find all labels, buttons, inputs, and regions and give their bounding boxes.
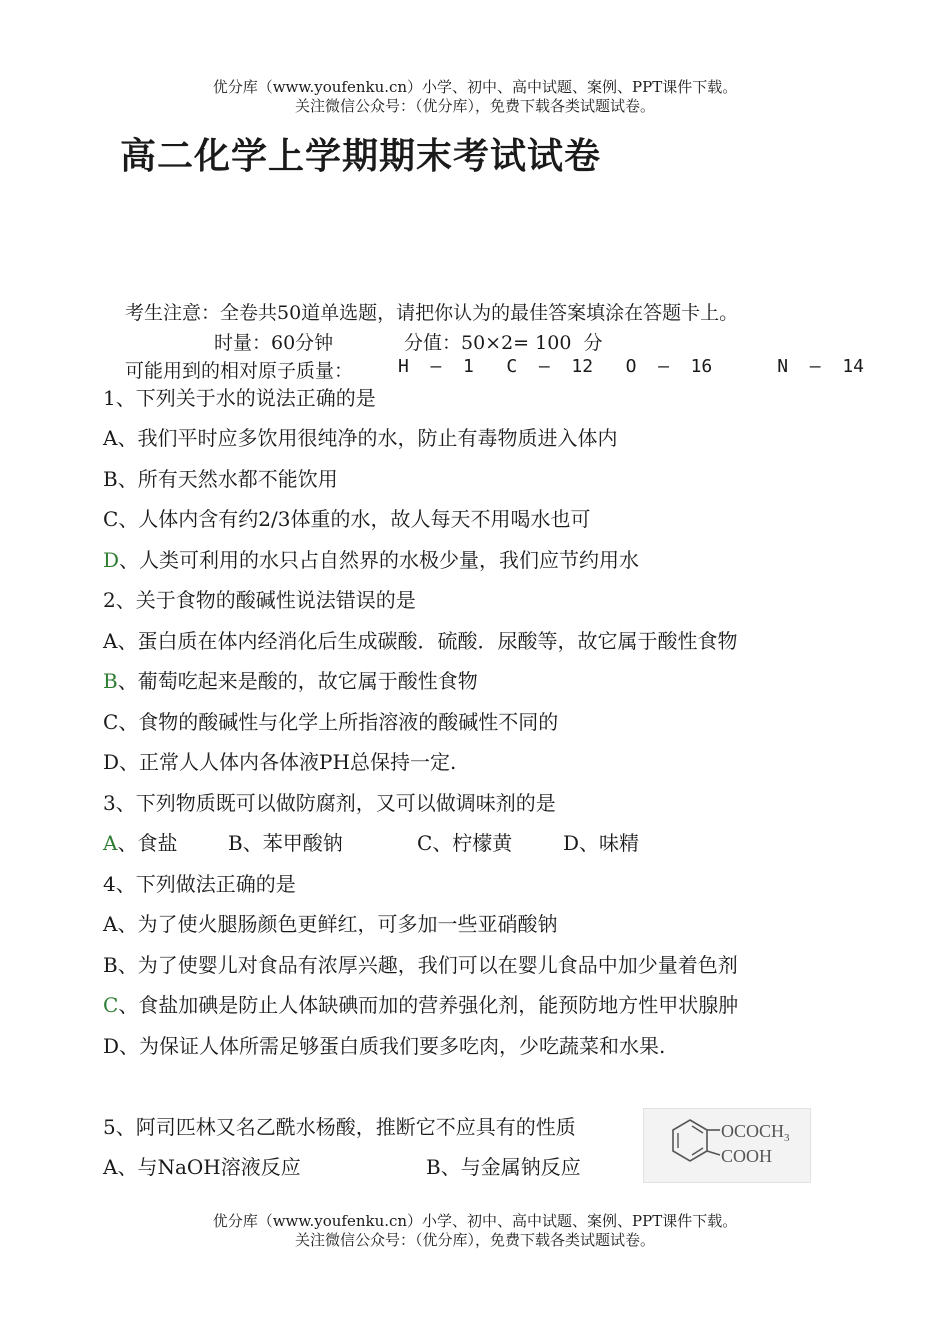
option-text: 、与NaOH溶液反应 xyxy=(117,1155,301,1179)
option-text: 、食盐 xyxy=(117,831,178,855)
banner-line-1: 优分库（www.youfenku.cn）小学、初中、高中试题、案例、PPT课件下载。 xyxy=(212,78,738,96)
option-text: 、为了使火腿肠颜色更鲜红，可多加一些亚硝酸钠 xyxy=(117,912,558,936)
page-title: 高二化学上学期期末考试试卷 xyxy=(120,136,602,177)
q1-option-d xyxy=(103,544,639,573)
q2-option-a xyxy=(103,625,737,654)
option-letter: D xyxy=(563,831,580,855)
option-text: 、所有天然水都不能饮用 xyxy=(117,467,338,491)
q2-option-d xyxy=(103,746,456,775)
q3-option-c xyxy=(417,827,512,856)
aspirin-structure-figure xyxy=(643,1108,811,1183)
banner-line-2: 关注微信公众号：（优分库），免费下载各类试题试卷。 xyxy=(294,97,655,115)
question-5-stem: 5、阿司匹林又名乙酰水杨酸，推断它不应具有的性质 xyxy=(103,1115,576,1139)
atomic-mass-values: H – 1 C – 12 O – 16 N – 14 xyxy=(398,356,864,377)
option-text: 、柠檬黄 xyxy=(432,831,513,855)
option-letter: B xyxy=(228,831,243,855)
q1-option-b xyxy=(103,463,338,492)
option-letter: D xyxy=(103,750,120,774)
option-text: 、食盐加碘是防止人体缺碘而加的营养强化剂，能预防地方性甲状腺肿 xyxy=(118,993,739,1017)
option-text: 、为了使婴儿对食品有浓厚兴趣，我们可以在婴儿食品中加少量着色剂 xyxy=(117,953,738,977)
option-letter: D xyxy=(103,1034,120,1058)
q4-option-a xyxy=(103,908,557,937)
carboxyl-group-label: COOH xyxy=(721,1146,773,1166)
atomic-mass-label: 可能用到的相对原子质量： xyxy=(125,360,354,382)
question-3-stem: 3、下列物质既可以做防腐剂，又可以做调味剂的是 xyxy=(103,791,556,815)
acetoxy-group-label: $OCOCH_3$ xyxy=(721,1121,790,1144)
question-4-stem: 4、下列做法正确的是 xyxy=(103,872,296,896)
question-1-stem: 1、下列关于水的说法正确的是 xyxy=(103,386,376,410)
answer-letter: B xyxy=(103,669,118,693)
option-text: 、与金属钠反应 xyxy=(440,1155,581,1179)
option-letter: C xyxy=(103,710,119,734)
time-limit: 时量：60分钟 xyxy=(214,332,334,354)
q4-option-b xyxy=(103,949,738,978)
notice-line: 考生注意：全卷共50道单选题，请把你认为的最佳答案填涂在答题卡上。 xyxy=(125,302,739,324)
option-text: 、味精 xyxy=(579,831,640,855)
option-text: 、食物的酸碱性与化学上所指溶液的酸碱性不同的 xyxy=(118,710,559,734)
score-info: 分值：50×2= 100 分 xyxy=(404,332,603,354)
q5-option-b xyxy=(426,1151,581,1180)
option-letter: A xyxy=(103,629,118,653)
option-letter: B xyxy=(426,1155,441,1179)
q1-option-a xyxy=(103,422,617,451)
q2-option-b xyxy=(103,665,478,694)
q3-option-d xyxy=(563,827,639,856)
bottom-banner xyxy=(0,1212,950,1250)
answer-letter: C xyxy=(103,993,119,1017)
benzene-ring-icon xyxy=(644,1109,810,1182)
option-letter: A xyxy=(103,1155,118,1179)
option-letter: A xyxy=(103,912,118,936)
q3-option-a xyxy=(103,827,177,856)
option-text: 、蛋白质在体内经消化后生成碳酸．硫酸．尿酸等，故它属于酸性食物 xyxy=(117,629,738,653)
q5-option-a xyxy=(103,1151,301,1180)
question-2-stem: 2、关于食物的酸碱性说法错误的是 xyxy=(103,588,416,612)
option-text: 、苯甲酸钠 xyxy=(242,831,343,855)
option-text: 、人类可利用的水只占自然界的水极少量，我们应节约用水 xyxy=(119,548,640,572)
option-text: 、为保证人体所需足够蛋白质我们要多吃肉，少吃蔬菜和水果. xyxy=(119,1034,666,1058)
banner-line-1: 优分库（www.youfenku.cn）小学、初中、高中试题、案例、PPT课件下载。 xyxy=(212,1212,738,1230)
q1-option-c xyxy=(103,503,591,532)
option-letter: C xyxy=(103,507,119,531)
answer-letter: D xyxy=(103,548,120,572)
option-text: 、葡萄吃起来是酸的，故它属于酸性食物 xyxy=(117,669,478,693)
top-banner xyxy=(0,78,950,116)
q2-option-c xyxy=(103,706,558,735)
answer-letter: A xyxy=(103,831,118,855)
option-letter: C xyxy=(417,831,433,855)
option-text: 、人体内含有约2/3体重的水，故人每天不用喝水也可 xyxy=(118,507,591,531)
option-letter: A xyxy=(103,426,118,450)
option-letter: B xyxy=(103,467,118,491)
q3-option-b xyxy=(228,827,343,856)
option-text: 、正常人人体内各体液PH总保持一定. xyxy=(119,750,457,774)
banner-line-2: 关注微信公众号：（优分库），免费下载各类试题试卷。 xyxy=(294,1231,655,1249)
q4-option-d xyxy=(103,1030,665,1059)
option-letter: B xyxy=(103,953,118,977)
q4-option-c xyxy=(103,989,738,1018)
option-text: 、我们平时应多饮用很纯净的水，防止有毒物质进入体内 xyxy=(117,426,618,450)
